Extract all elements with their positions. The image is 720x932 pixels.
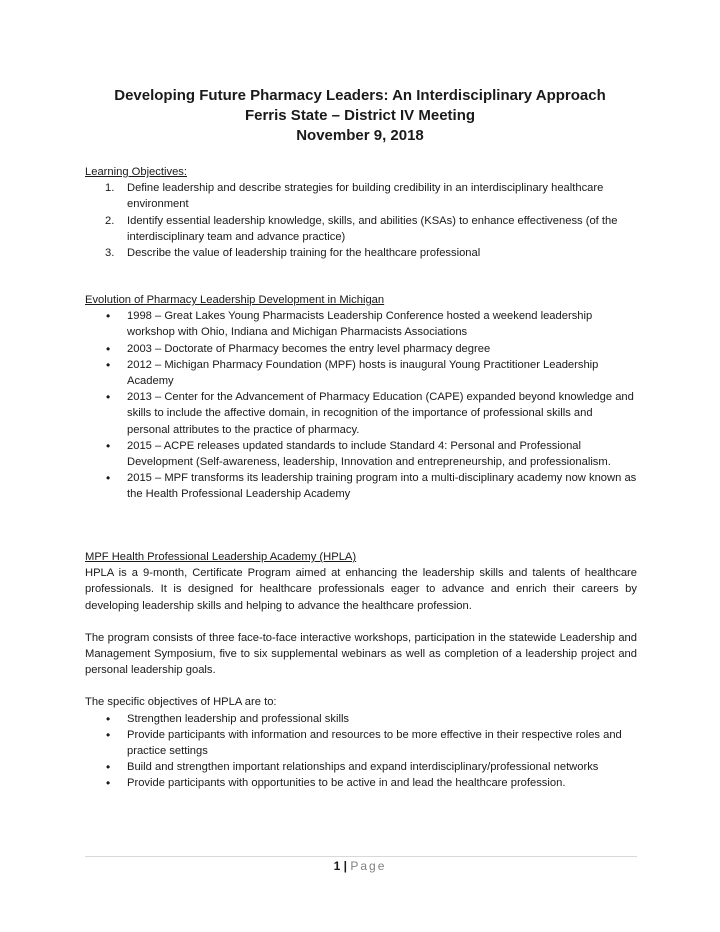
evolution-section bbox=[85, 292, 637, 503]
list-item bbox=[85, 341, 637, 357]
list-item bbox=[85, 308, 637, 340]
hpla-objectives-list bbox=[85, 711, 637, 792]
bullet-icon: • bbox=[106, 727, 111, 742]
bullet-icon: • bbox=[106, 309, 111, 324]
title-line-3: November 9, 2018 bbox=[296, 127, 424, 144]
item-number: 2. bbox=[105, 214, 115, 227]
hpla-paragraph-1: HPLA is a 9-month, Certificate Program aimed at enhancing the leadership skills and talents of healthcare professionals. It is designed for healthcare professionals eager to advance and enrich their careers by developing leadership skills and helping to advance the healthcare profession. bbox=[85, 567, 637, 612]
item-text: 2012 – Michigan Pharmacy Foundation (MPF) hosts is inaugural Young Practitioner Leadership Academy bbox=[127, 358, 599, 388]
page-number: 1 bbox=[333, 859, 341, 873]
bullet-icon: • bbox=[106, 471, 111, 486]
list-item bbox=[85, 711, 637, 727]
evolution-list bbox=[85, 308, 637, 502]
list-item bbox=[85, 727, 637, 759]
learning-objectives-list bbox=[85, 180, 637, 261]
item-text: 2015 – ACPE releases updated standards to include Standard 4: Personal and Professional Development (Self-awareness, leadership, Innovation and entrepreneurship, and professionalism. bbox=[127, 439, 611, 469]
learning-objectives-heading: Learning Objectives: bbox=[85, 166, 187, 178]
list-item bbox=[85, 180, 637, 212]
bullet-icon: • bbox=[106, 760, 111, 775]
footer-divider bbox=[85, 856, 637, 857]
title-line-2: Ferris State – District IV Meeting bbox=[244, 107, 476, 124]
bullet-icon: • bbox=[106, 390, 111, 405]
bullet-icon: • bbox=[106, 357, 111, 372]
bullet-icon: • bbox=[106, 341, 111, 356]
list-item bbox=[85, 357, 637, 389]
item-text: 2013 – Center for the Advancement of Pharmacy Education (CAPE) expanded beyond knowledge and skills to include the affective domain, in recognition of the importance of professional skills and personal attributes to the practice of pharmacy. bbox=[127, 391, 634, 436]
item-text: 1998 – Great Lakes Young Pharmacists Leadership Conference hosted a weekend leadership workshop with Ohio, Indiana and Michigan Pharmacists Associations bbox=[127, 310, 593, 339]
hpla-paragraph-2: The program consists of three face-to-face interactive workshops, participation in the statewide Leadership and Management Symposium, five to six supplemental webinars as well as completion of a leadership project and personal leadership goals. bbox=[85, 631, 637, 677]
page-footer bbox=[0, 859, 720, 873]
hpla-heading: MPF Health Professional Leadership Academy (HPLA) bbox=[85, 551, 357, 563]
list-item bbox=[85, 438, 637, 470]
list-item bbox=[85, 759, 637, 775]
list-item bbox=[85, 775, 637, 791]
item-text: 2015 – MPF transforms its leadership training program into a multi-disciplinary academy now known as the Health Professional Leadership Academy bbox=[127, 472, 637, 501]
item-number: 1. bbox=[105, 182, 115, 195]
learning-objectives-section bbox=[85, 164, 637, 261]
list-item bbox=[85, 389, 637, 438]
item-text: Build and strengthen important relationships and expand interdisciplinary/professional networks bbox=[127, 761, 599, 774]
bullet-icon: • bbox=[106, 438, 111, 453]
item-text: Describe the value of leadership training for the healthcare professional bbox=[127, 247, 481, 260]
hpla-section bbox=[85, 549, 637, 792]
list-item bbox=[85, 213, 637, 245]
item-text: Provide participants with information and resources to be more effective in their respective roles and practice settings bbox=[127, 728, 622, 758]
bullet-icon: • bbox=[106, 776, 111, 791]
list-item bbox=[85, 245, 637, 261]
document-title bbox=[0, 86, 720, 146]
page-label: Page bbox=[350, 859, 387, 873]
bullet-icon: • bbox=[106, 711, 111, 726]
item-text: Provide participants with opportunities to be active in and lead the healthcare profession. bbox=[127, 777, 566, 790]
evolution-heading: Evolution of Pharmacy Leadership Development in Michigan bbox=[85, 294, 385, 306]
item-text: Strengthen leadership and professional skills bbox=[127, 712, 350, 725]
item-text: Define leadership and describe strategies for building credibility in an interdisciplinary healthcare environment bbox=[127, 182, 604, 211]
list-item bbox=[85, 470, 637, 502]
item-text: Identify essential leadership knowledge, skills, and abilities (KSAs) to enhance effectiveness (of the interdisciplinary team and advance practice) bbox=[127, 214, 618, 243]
hpla-paragraph-3: The specific objectives of HPLA are to: bbox=[85, 696, 277, 709]
footer-separator: | bbox=[343, 859, 347, 873]
item-number: 3. bbox=[105, 247, 115, 260]
title-line-1: Developing Future Pharmacy Leaders: An Interdisciplinary Approach bbox=[114, 87, 606, 104]
item-text: 2003 – Doctorate of Pharmacy becomes the entry level pharmacy degree bbox=[127, 342, 491, 355]
